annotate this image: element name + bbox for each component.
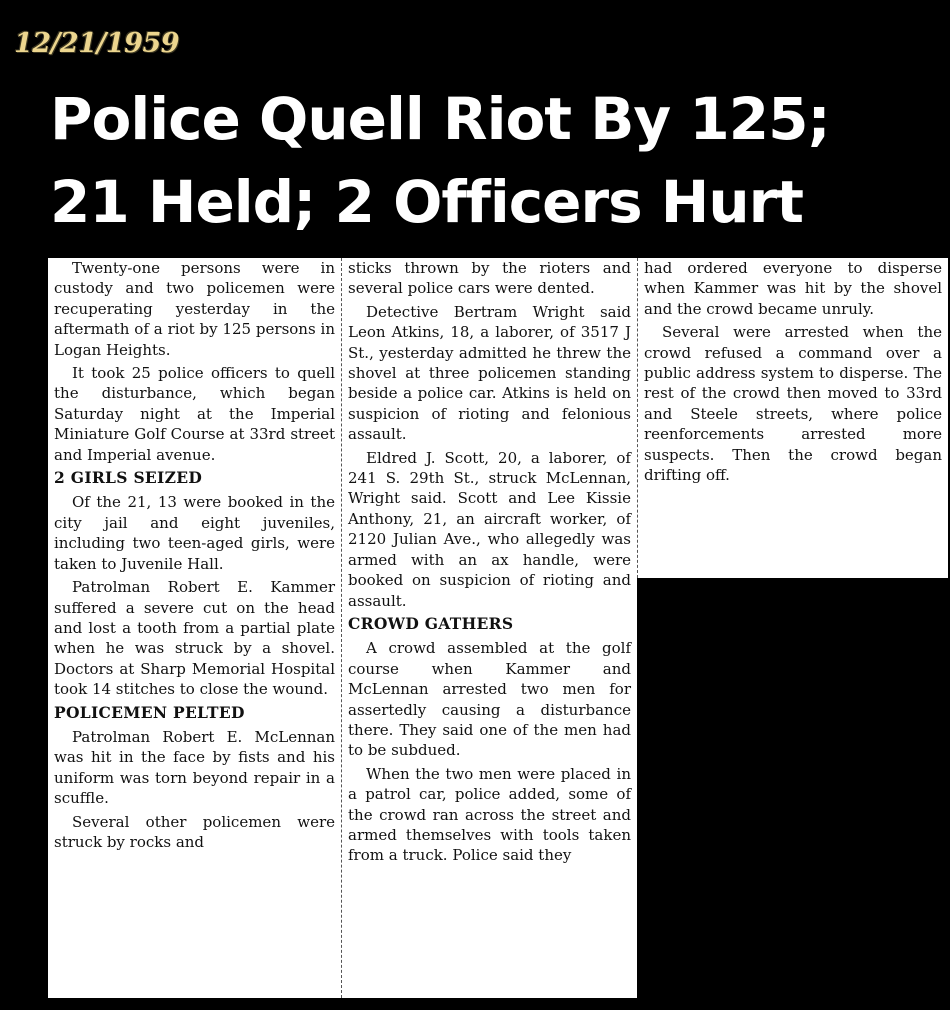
- subheading: CROWD GATHERS: [348, 613, 514, 633]
- paragraph: Detective Bertram Wright said Leon Atkins, 18, a laborer, of 3517 J St., yesterday admitted he threw the shovel at three policemen standing beside a police car. Atkins is held on suspicion of rioting and felonious assault.: [348, 302, 631, 444]
- paragraph: Twenty-one persons were in custody and two policemen were recuperating yesterday in the aftermath of a riot by 125 persons in Logan Heights.: [54, 259, 335, 359]
- paragraph: had ordered everyone to disperse when Kammer was hit by the shovel and the crowd became unruly.: [644, 259, 942, 318]
- paragraph: Of the 21, 13 were booked in the city jail and eight juveniles, including two teen-aged girls, were taken to Juvenile Hall.: [54, 493, 335, 573]
- date-stamp: 12/21/1959: [14, 28, 180, 59]
- subheading: POLICEMEN PELTED: [54, 702, 245, 722]
- paragraph: Patrolman Robert E. Kammer suffered a severe cut on the head and lost a tooth from a partial plate when he was struck by a shovel. Doctors at Sharp Memorial Hospital took 14 stitches to close the wound.: [54, 578, 335, 699]
- subheading: 2 GIRLS SEIZED: [54, 468, 203, 488]
- headline-line-1: Police Quell Riot By 125;: [50, 85, 830, 153]
- paragraph: Patrolman Robert E. McLennan was hit in the face by fists and his uniform was torn beyond repair in a scuffle.: [54, 727, 335, 808]
- paragraph: sticks thrown by the rioters and several police cars were dented.: [348, 259, 631, 298]
- article-column-2: [341, 258, 637, 998]
- article-column-1: [48, 258, 341, 998]
- article-column-3: [637, 258, 948, 578]
- paragraph: Several other policemen were struck by rocks and: [54, 812, 335, 851]
- paragraph: It took 25 police officers to quell the disturbance, which began Saturday night at the Imperial Miniature Golf Course at 33rd street and Imperial avenue.: [54, 364, 335, 464]
- paragraph: Several were arrested when the crowd refused a command over a public address system to disperse. The rest of the crowd then moved to 33rd and Steele streets, where police reenforcements arrested more suspects. Then the crowd began drifting off.: [644, 323, 942, 485]
- headline: [50, 78, 940, 244]
- headline-line-2: 21 Held; 2 Officers Hurt: [50, 168, 803, 236]
- paragraph: A crowd assembled at the golf course when Kammer and McLennan arrested two men for assertedly causing a disturbance there. They said one of the men had to be subdued.: [348, 639, 631, 760]
- paragraph: Eldred J. Scott, 20, a laborer, of 241 S. 29th St., struck McLennan, Wright said. Scott and Lee Kissie Anthony, 21, an aircraft worker, of 2120 Julian Ave., who allegedly was armed with an ax handle, were booked on suspicion of rioting and assault.: [348, 448, 631, 610]
- paragraph: When the two men were placed in a patrol car, police added, some of the crowd ran across the street and armed themselves with tools taken from a truck. Police said they: [348, 764, 631, 865]
- background-fill: [637, 578, 950, 1010]
